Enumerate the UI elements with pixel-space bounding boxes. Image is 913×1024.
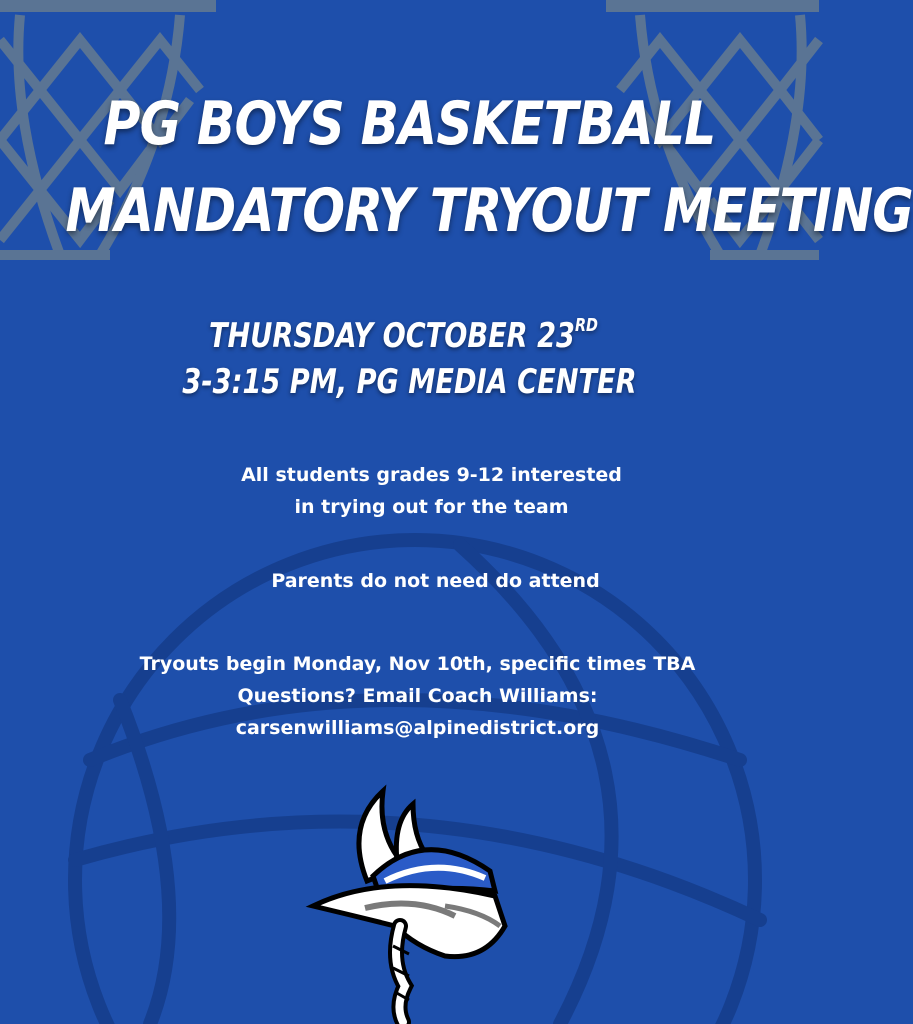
event-date-suffix: RD	[574, 315, 598, 336]
viking-mascot-icon	[305, 786, 520, 1024]
questions-line: Questions? Email Coach Williams:	[237, 685, 598, 707]
contact-info	[8, 648, 827, 744]
event-date	[76, 306, 731, 356]
event-time-place: 3-3:15 PM, PG MEDIA CENTER	[182, 362, 637, 402]
eligibility-line-1: All students grades 9-12 interested	[241, 464, 622, 486]
page-title-line-1: PG BOYS BASKETBALL	[103, 89, 716, 159]
page-title-line-2: MANDATORY TRYOUT MEETING	[65, 176, 913, 246]
contact-email: carsenwilliams@alpinedistrict.org	[235, 717, 600, 739]
eligibility-line-2: in trying out for the team	[294, 496, 569, 518]
parents-note: Parents do not need do attend	[271, 570, 600, 592]
event-date-text: THURSDAY OCTOBER 23	[208, 316, 575, 356]
tryouts-line: Tryouts begin Monday, Nov 10th, specific times TBA	[139, 653, 696, 675]
eligibility-text	[22, 459, 841, 523]
